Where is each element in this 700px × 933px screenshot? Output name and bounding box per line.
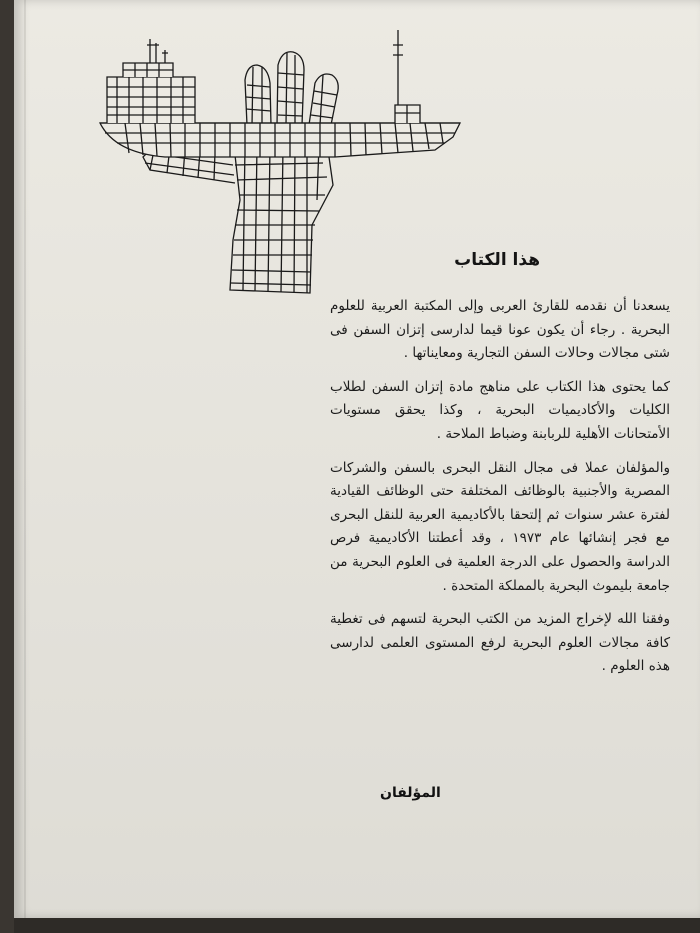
ship-on-wireframe-hand-icon [95,25,470,315]
table-surface [14,918,700,933]
paragraph: والمؤلفان عملا فى مجال النقل البحرى بالسفن والشركات المصرية والأجنبية بالوظائف المختلفة حتى الوظائف القيادية لفترة عشر سنوات ثم إلتحقا بالأكاديمية العربية للنقل البحرى مع فجر إنشائها عام ١٩٧٣ ، وقد أعطتنا الأكاديمية فرص الدراسة والحصول على الدرجة العلمية فى العلوم البحرية من جامعة بليموث البحرية بالمملكة المتحدة . [330,459,670,594]
paragraph: يسعدنا أن نقدمه للقارئ العربى وإلى المكتبة العربية للعلوم البحرية . رجاء أن يكون عونا قيما لدارسى إتزان السفن فى شتى مجالات وحالات السفن التجارية ومعايناتها . [330,298,670,362]
ship [100,30,460,157]
spine-crease [24,0,26,918]
authors-signature: المؤلفان [380,785,441,801]
page-title: هذا الكتاب [454,250,540,270]
description-text [330,295,670,689]
paragraph: كما يحتوى هذا الكتاب على مناهج مادة إتزان السفن لطلاب الكليات والأكاديميات البحرية ، وكذا يحقق مستويات الأمتحانات الأهلية للربابنة وضباط الملاحة . [330,378,670,442]
paragraph: وفقنا الله لإخراج المزيد من الكتب البحرية لتسهم فى تغطية كافة مجالات العلوم البحرية لرفع المستوى العلمى لدارسى هذه العلوم . [330,611,670,675]
